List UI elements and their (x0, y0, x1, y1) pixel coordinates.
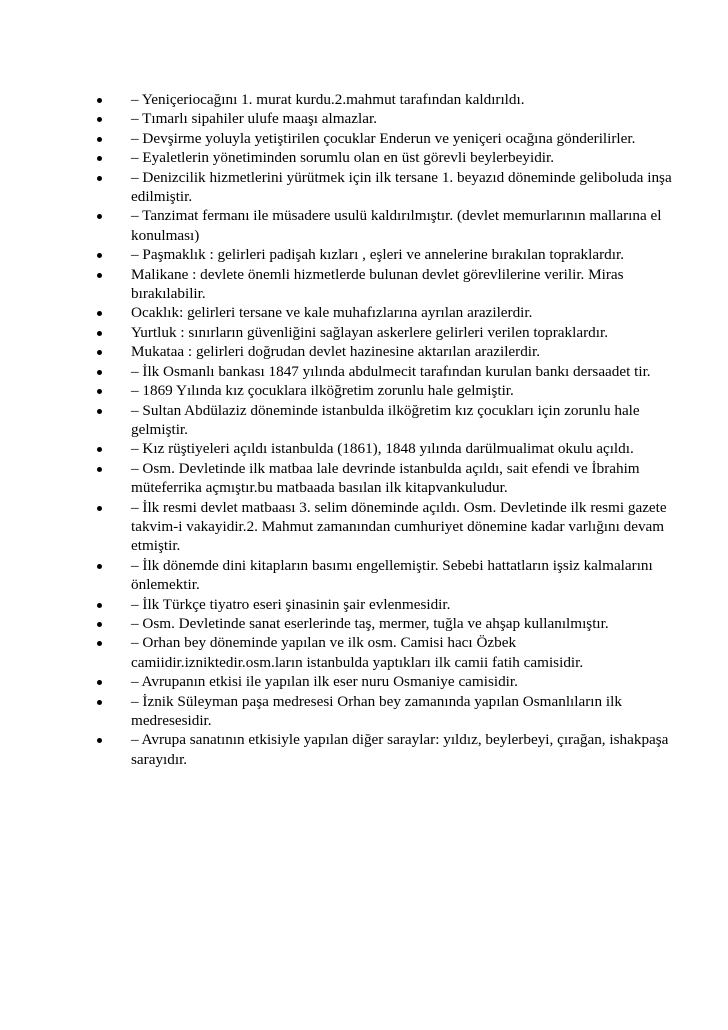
list-item-text: Yurtluk : sınırların güvenliğini sağlayan askerlere gelirleri verilen topraklardır. (131, 323, 608, 341)
bullet-icon (97, 214, 102, 219)
list-item (97, 129, 672, 148)
list-item (97, 614, 672, 633)
list-item-text: – Sultan Abdülaziz döneminde istanbulda ilköğretim kız çocukları için zorunlu hale gelmiştir. (131, 401, 640, 438)
list-item-text: – Osm. Devletinde sanat eserlerinde taş, mermer, tuğla ve ahşap kullanılmıştır. (131, 614, 609, 632)
bullet-icon (97, 738, 102, 743)
list-item-text: – İznik Süleyman paşa medresesi Orhan bey zamanında yapılan Osmanlıların ilk medresesidir. (131, 692, 622, 729)
list-item-text: – Tanzimat fermanı ile müsadere usulü kaldırılmıştır. (devlet memurlarının mallarına el konulması) (131, 207, 662, 244)
bullet-icon (97, 467, 102, 472)
bullet-icon (97, 176, 102, 181)
bullet-icon (97, 98, 102, 103)
bullet-icon (97, 700, 102, 705)
bullet-icon (97, 350, 102, 355)
list-item (97, 148, 672, 167)
list-item (97, 439, 672, 458)
list-item-text: – 1869 Yılında kız çocuklara ilköğretim zorunlu hale gelmiştir. (131, 382, 514, 400)
bullet-icon (97, 622, 102, 627)
list-item-text: – Yeniçeriocağını 1. murat kurdu.2.mahmut tarafından kaldırıldı. (131, 91, 525, 108)
list-item (97, 323, 672, 342)
list-item-text: – Tımarlı sipahiler ulufe maaşı almazlar. (131, 110, 378, 128)
bullet-icon (97, 409, 102, 414)
bullet-icon (97, 331, 102, 336)
list-item (97, 90, 672, 109)
bullet-icon (97, 311, 102, 316)
list-item (97, 633, 672, 672)
list-item (97, 672, 672, 691)
list-item-text: – İlk dönemde dini kitapların basımı engellemiştir. Sebebi hattatların işsiz kalmalarını önlemektir. (131, 556, 653, 594)
list-item-text: Malikane : devlete önemli hizmetlerde bulunan devlet görevlilerine verilir. Miras bırakılabilir. (131, 265, 624, 303)
list-item (97, 692, 672, 731)
bullet-icon (97, 273, 102, 278)
bullet-icon (97, 389, 102, 394)
list-item-text: – Eyaletlerin yönetiminden sorumlu olan en üst görevli beylerbeyidir. (131, 149, 555, 167)
list-item-text: – Paşmaklık : gelirleri padişah kızları , eşleri ve annelerine bırakılan topraklardır. (131, 246, 624, 264)
list-item-text: – İlk Türkçe tiyatro eseri şinasinin şair evlenmesidir. (131, 595, 451, 613)
list-item-text: – Orhan bey döneminde yapılan ve ilk osm. Camisi hacı Özbek camiidir.izniktedir.osm.ların istanbulda yaptıkları ilk camii fatih camisidir. (131, 634, 584, 671)
bullet-icon (97, 603, 102, 608)
list-item (97, 168, 672, 207)
list-item (97, 498, 672, 556)
bullet-icon (97, 506, 102, 511)
bullet-icon (97, 370, 102, 375)
list-item (97, 303, 672, 322)
bullet-icon (97, 447, 102, 452)
bullet-icon (97, 117, 102, 122)
list-item (97, 401, 672, 440)
list-item-text: Ocaklık: gelirleri tersane ve kale muhafızlarına ayrılan arazilerdir. (131, 304, 533, 322)
list-item (97, 595, 672, 614)
bullet-icon (97, 680, 102, 685)
bullet-icon (97, 641, 102, 646)
list-item (97, 459, 672, 498)
list-item (97, 109, 672, 128)
list-item-text: – İlk Osmanlı bankası 1847 yılında abdulmecit tarafından kurulan bankı dersaadet tir. (131, 362, 651, 380)
list-item (97, 265, 672, 304)
list-item (97, 381, 672, 400)
list-item-text: – Avrupanın etkisi ile yapılan ilk eser nuru Osmaniye camisidir. (131, 673, 518, 691)
list-item-text: – Devşirme yoluyla yetiştirilen çocuklar Enderun ve yeniçeri ocağına gönderilirler. (131, 129, 636, 147)
list-item-text: – Avrupa sanatının etkisiyle yapılan diğer saraylar: yıldız, beylerbeyi, çırağan, ishakpaşa sarayıdır. (131, 731, 669, 768)
bullet-icon (97, 253, 102, 258)
bullet-icon (97, 564, 102, 569)
bullet-icon (97, 156, 102, 161)
list-item-text: – Kız rüştiyeleri açıldı istanbulda (1861), 1848 yılında darülmualimat okulu açıldı. (131, 440, 634, 458)
bullet-list (97, 90, 672, 769)
bullet-icon (97, 137, 102, 142)
list-item (97, 730, 672, 769)
list-item-text: – İlk resmi devlet matbaası 3. selim döneminde açıldı. Osm. Devletinde ilk resmi gazete takvim-i vakayidir.2. Mahmut zamanından cumhuriyet dönemine kadar varlığını devam etmiştir. (131, 498, 667, 555)
list-item-text: – Osm. Devletinde ilk matbaa lale devrinde istanbulda açıldı, sait efendi ve İbrahim müteferrika açmıştır.bu matbaada basılan ilk kitapvankuludur. (131, 459, 640, 497)
list-item (97, 556, 672, 595)
list-item (97, 206, 672, 245)
list-item (97, 362, 672, 381)
list-item (97, 342, 672, 361)
list-item-text: Mukataa : gelirleri doğrudan devlet hazinesine aktarılan arazilerdir. (131, 343, 541, 361)
list-item-text: – Denizcilik hizmetlerini yürütmek için ilk tersane 1. beyazıd döneminde geliboluda inşa edilmiştir. (131, 168, 672, 206)
list-item (97, 245, 672, 264)
